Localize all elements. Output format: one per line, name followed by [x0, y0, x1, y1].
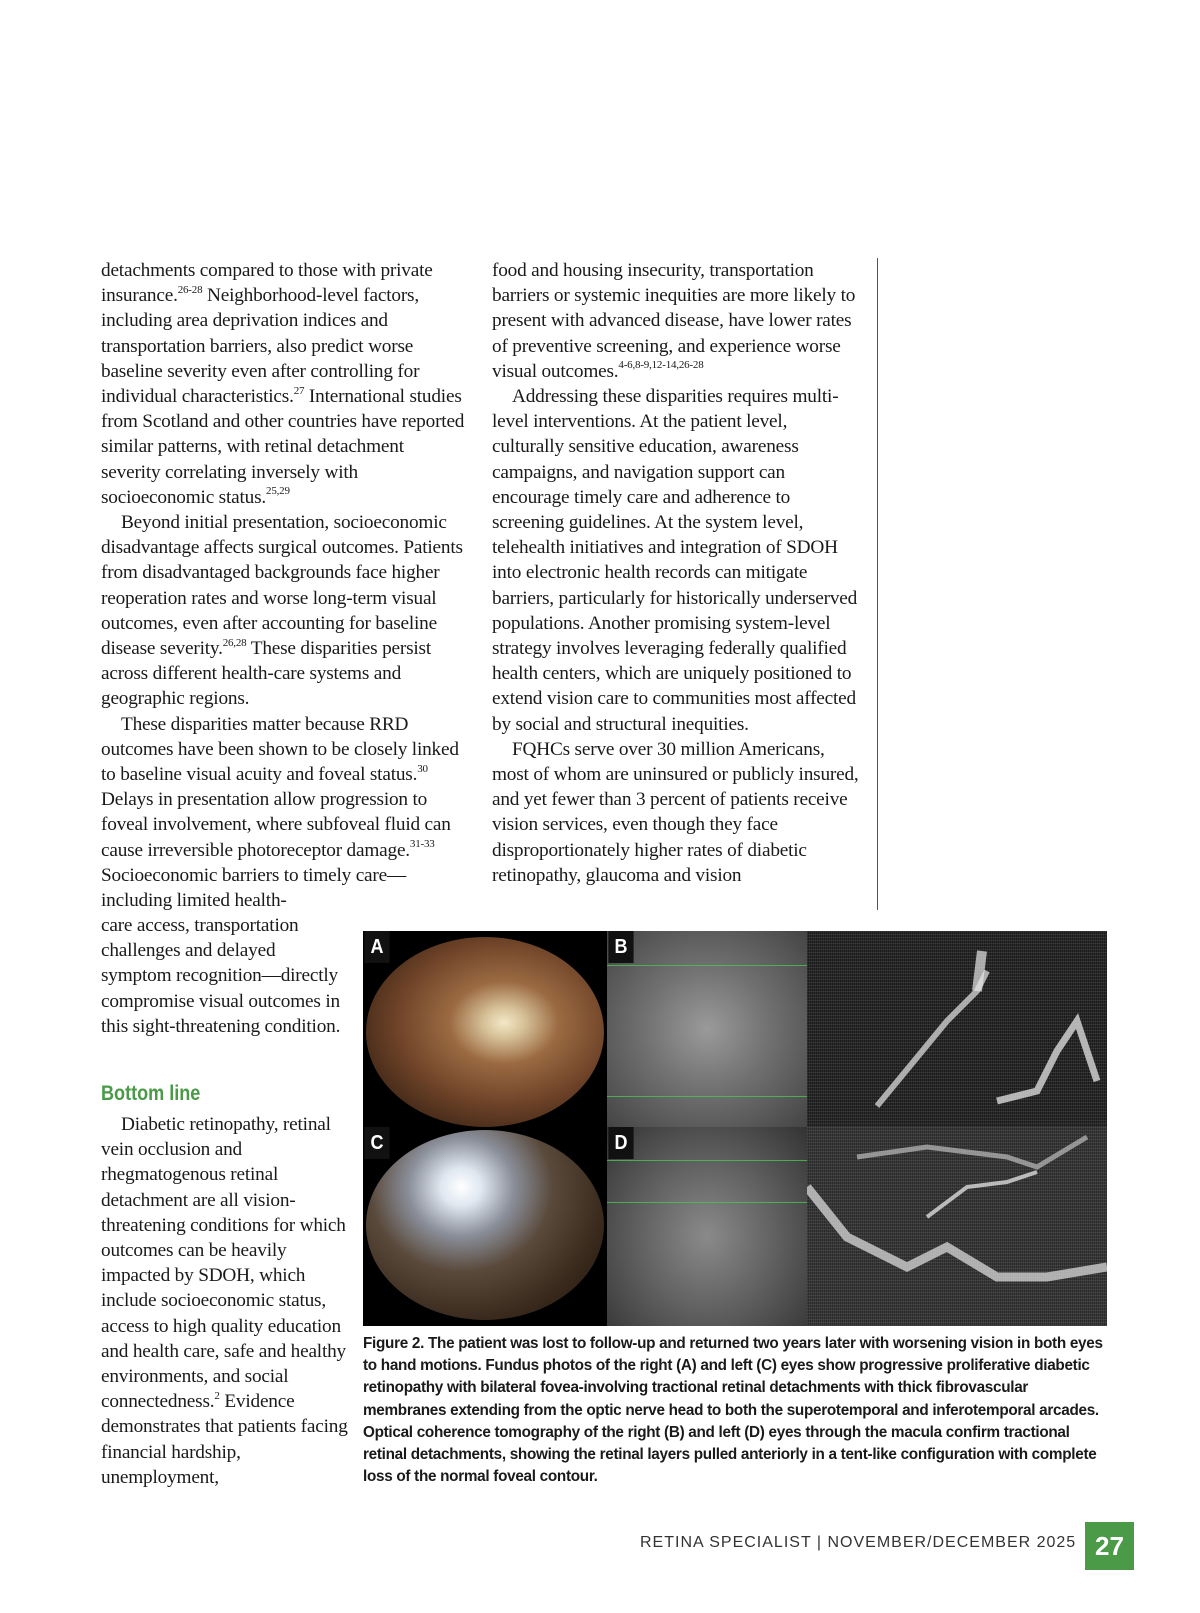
paragraph: food and housing insecurity, transportation barriers or systemic inequities are more likely to present with advanced disease, have lower rates of preventive screening, and experience worse visual outcomes.$^{4-6,8-9,12-14,26-28}$	[492, 260, 856, 382]
oct-bscan-traces	[807, 1127, 1107, 1326]
paragraph: detachments compared to those with private insurance.$^{26-28}$ Neighborhood-level factors, including area deprivation indices and transportation barriers, also predict worse baseline severity even after controlling for individual characteristics.$^{27}$ International studies from Scotland and other countries have reported similar patterns, with retinal detachment severity correlating inversely with socioeconomic status.$^{25,29}$	[101, 260, 465, 508]
citation: 2	[214, 1389, 220, 1402]
fundus-photo-left	[363, 1127, 607, 1326]
citation: 26-28	[177, 283, 203, 296]
fundus-image	[366, 1130, 604, 1320]
panel-label: D	[608, 1127, 633, 1159]
scan-line	[607, 965, 807, 966]
citation: 4-6,8-9,12-14,26-28	[618, 359, 704, 372]
oct-bscan-right	[807, 931, 1107, 1127]
fundus-photo-right	[363, 931, 607, 1127]
column-left-bottom	[101, 1087, 351, 1490]
paragraph: care access, transportation challenges and delayed symptom recognition—directly compromise visual outcomes in this sight-threatening condition.	[101, 915, 341, 1037]
page-number: 27	[1085, 1522, 1134, 1570]
paragraph: FQHCs serve over 30 million Americans, most of whom are uninsured or publicly insured, and yet fewer than 3 percent of patients receive vision services, even though they face disproportionately higher rates of diabetic retinopathy, glaucoma and vision	[492, 738, 859, 886]
panel-label: B	[608, 931, 633, 963]
scan-line	[607, 1096, 807, 1097]
citation: 31-33	[409, 838, 435, 851]
panel-label: C	[364, 1127, 389, 1159]
paragraph: Addressing these disparities requires multi-level interventions. At the patient level, culturally sensitive education, awareness campaigns, and navigation support can encourage timely care and adherence to screening guidelines. At the system level, telehealth initiatives and integration of SDOH into electronic health records can mitigate barriers, particularly for historically underserved populations. Another promising system-level strategy involves leveraging federally qualified health centers, which are uniquely positioned to extend vision care to communities most affected by social and structural inequities.	[492, 386, 858, 735]
section-heading: Bottom line	[101, 1082, 201, 1105]
scan-line	[607, 1202, 807, 1203]
panel-label: A	[364, 931, 389, 963]
paragraph: Diabetic retinopathy, retinal vein occlusion and rhegmatogenous retinal detachment are all vision-threatening conditions for which outcomes can be heavily impacted by SDOH, which include socioeconomic status, access to high quality education and health care, safe and healthy environments, and social connectedness.$^2$ Evidence demonstrates that patients facing financial hardship, unemployment,	[101, 1114, 348, 1488]
figure-2	[363, 931, 1107, 1326]
paragraph: These disparities matter because RRD outcomes have been shown to be closely linked to baseline visual acuity and foveal status.$^{30}$ Delays in presentation allow progression to foveal involvement, where subfoveal fluid can cause irreversible photoreceptor damage.$^{31-33}$ Socioeconomic barriers to timely care—including limited health-	[101, 713, 459, 912]
oct-infrared-left	[607, 1127, 807, 1326]
column-divider	[877, 258, 878, 910]
citation: 25,29	[266, 485, 290, 498]
oct-bscan-left	[807, 1127, 1107, 1326]
citation: 26,28	[222, 636, 247, 649]
citation: 27	[293, 384, 305, 397]
citation: 30	[417, 762, 428, 775]
oct-infrared-right	[607, 931, 807, 1127]
figure-caption: Figure 2. The patient was lost to follow-up and returned two years later with worsening vision in both eyes to hand motions. Fundus photos of the right (A) and left (C) eyes show progressive proliferative diabetic retinopathy with bilateral fovea-involving tractional retinal detachments with thick fibrovascular membranes extending from the optic nerve head to both the superotemporal and inferotemporal arcades. Optical coherence tomography of the right (B) and left (D) eyes through the macula confirm tractional retinal detachments, showing the retinal layers pulled anteriorly in a tent-like configuration with complete loss of the normal foveal contour.	[363, 1335, 1103, 1486]
oct-bscan-traces	[807, 931, 1107, 1127]
running-footer: RETINA SPECIALIST | NOVEMBER/DECEMBER 2025	[640, 1534, 1077, 1551]
column-left-continued	[101, 913, 341, 1039]
paragraph: Beyond initial presentation, socioeconomic disadvantage affects surgical outcomes. Patients from disadvantaged backgrounds face higher reoperation rates and worse long-term visual outcomes, even after accounting for baseline disease severity.$^{26,28}$ These disparities persist across different health-care systems and geographic regions.	[101, 512, 463, 710]
fundus-image	[366, 937, 604, 1127]
column-right	[492, 258, 862, 888]
scan-line	[607, 1160, 807, 1161]
column-left	[101, 258, 465, 913]
